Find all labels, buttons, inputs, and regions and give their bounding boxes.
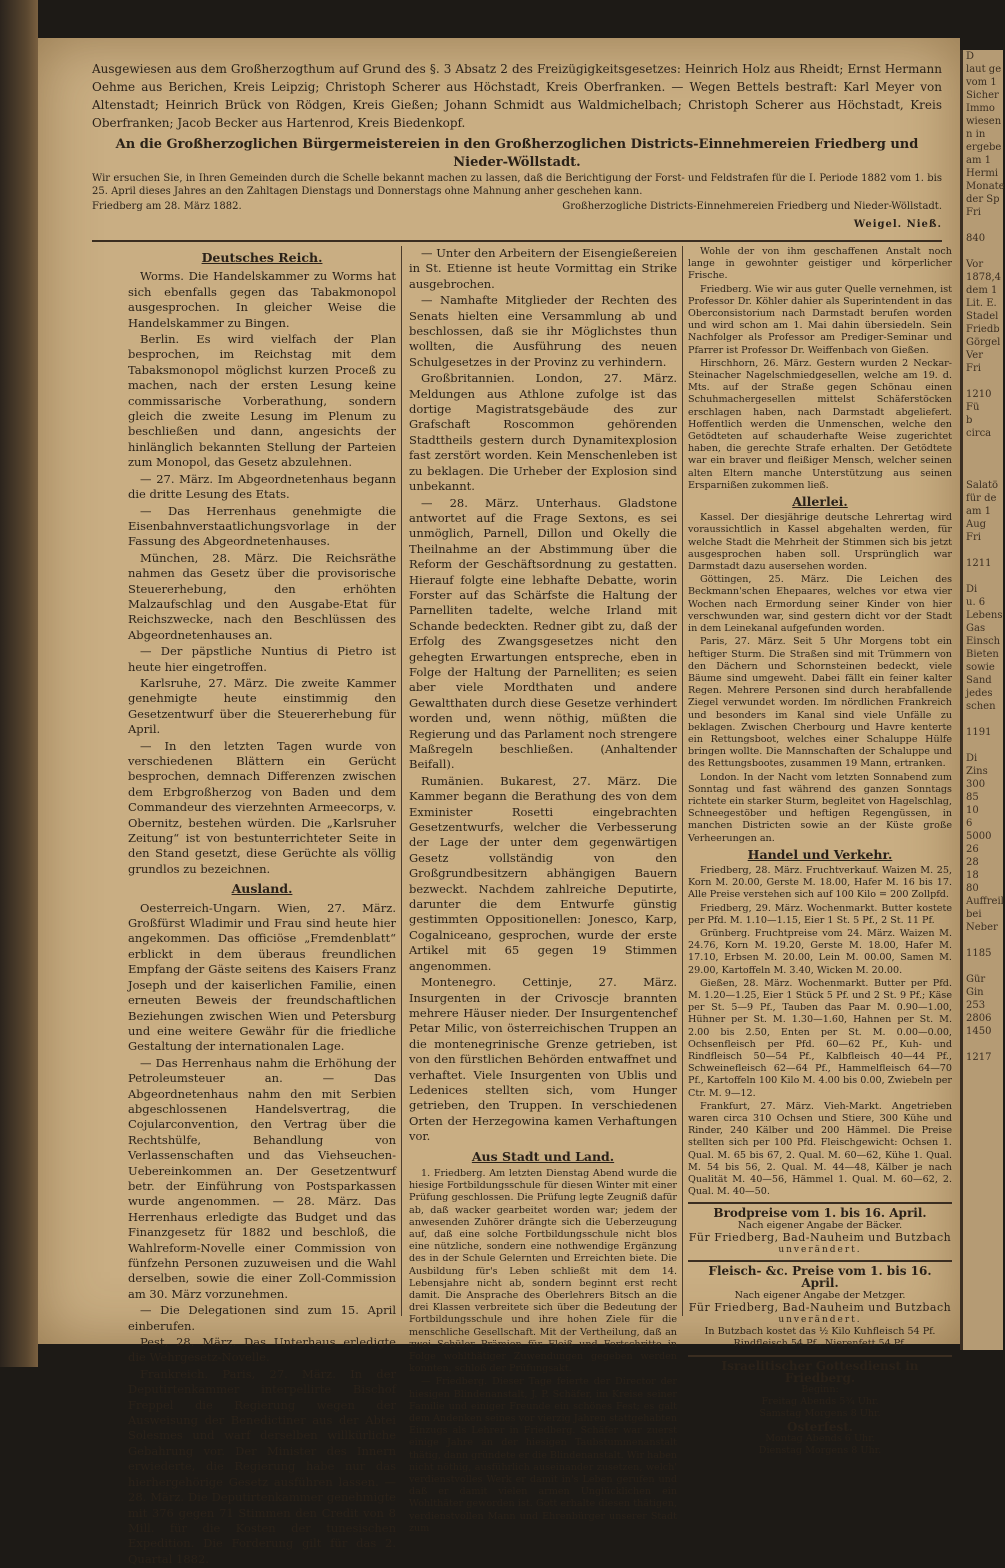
next-page-fragment: vom 1 <box>966 77 997 88</box>
next-page-fragment: 300 <box>966 779 986 790</box>
next-page-fragment <box>963 934 1003 947</box>
next-page-fragment: Monate <box>966 181 1005 192</box>
meat-price-notice <box>688 1260 952 1350</box>
next-page-fragment: n in <box>966 129 986 140</box>
next-page-fragment: 80 <box>966 883 979 894</box>
next-page-fragment: Fü <box>966 402 980 413</box>
notice-heading: Israelitischer Gottesdienst in Friedberg. <box>721 1358 919 1385</box>
article-paragraph: Hirschhorn, 26. März. Gestern wurden 2 Neckar-Steinacher Nagelschmiedgesellen, welche am 19. d. Mts. auf der Straße gegen Schönau einen Schuhmachergesellen mittelst Schäferstöcken erschlagen haben, nach Darmstadt abgeliefert. Hoffentlich werden die Unmenschen, welche den Getödteten auf schauderhafte Weise zugerichtet haben, die gerechte Strafe erhalten. Der Getödtete war ein braver und fleißiger Mensch, welcher seinen alten Eltern manche Unterstützung aus seinen Ersparnißen zukommen ließ. <box>688 357 952 491</box>
next-page-fragment: Lit. E. <box>966 298 997 309</box>
column-3 <box>688 246 952 1457</box>
notice-line: Freitag Abends 5¾ Uhr. <box>761 1396 879 1408</box>
notice-heading: Osterfest. <box>787 1419 853 1434</box>
article-paragraph: Wohle der von ihm geschaffenen Anstalt noch lange in gewohnter geistiger und körperlicher Frische. <box>688 246 952 282</box>
next-page-fragment: Aug <box>966 519 987 530</box>
next-page-fragment: Fri <box>966 207 981 218</box>
next-page-fragment: am 1 <box>966 506 991 517</box>
next-page-fragment: Neber <box>966 922 998 933</box>
section-heading: Handel und Verkehr. <box>747 846 893 862</box>
notice-heading: Fleisch- &c. Preise vom 1. bis 16. April. <box>708 1264 932 1291</box>
expulsion-notice: Ausgewiesen aus dem Großherzogthum auf Grund des §. 3 Absatz 2 des Freizügigkeitsgesetzes: Heinrich Holz aus Rheidt; Ernst Hermann Oehme aus Berichen, Kreis Leipzig; Christoph Scherer aus Höchstadt, Kreis Oberfranken. — Wegen Bettels bestraft: Karl Meyer von Altenstadt; Heinrich Brück von Rödgen, Kreis Gießen; Johann Schmidt aus Waldmichelbach; Christoph Scherer aus Höchstadt, Kreis Oberfranken; Jacob Becker aus Hartenrod, Kreis Biedenkopf. <box>92 62 942 130</box>
section-heading: Allerlei. <box>792 494 848 510</box>
notice-line: Dienstag Morgens 8 Uhr. <box>758 1445 882 1457</box>
next-page-fragment: 1450 <box>966 1026 992 1037</box>
notice-line: Rindfleisch 54 Pf., Nierenfett 54 Pf. <box>733 1338 907 1350</box>
next-page-fragment: Einsch <box>966 636 1001 647</box>
next-page-fragment: Di <box>966 753 978 764</box>
next-page-fragment: Fri <box>966 532 981 543</box>
signature-names-line <box>92 216 942 234</box>
article-paragraph: Berlin. Es wird vielfach der Plan besprochen, im Reichstag mit dem Tabaksmonopol möglichst kurzen Proceß zu machen, nach der ersten Lesung keine commissarische Vorberathung, sondern gleich die zweite Lesung im Plenum zu beschließen und dann, angesichts der hinlänglich bekannten Stellung der Parteien zum Monopol, das Gesetz abzulehnen. <box>128 332 396 470</box>
article-paragraph: London. In der Nacht vom letzten Sonnabend zum Sonntag und fast während des ganzen Sonntags richtete ein starker Sturm, begleitet von Hagelschlag, Schneegestöber und heftigen Regengüssen, in manchen Districten sowie an der Küste große Verheerungen an. <box>688 771 952 844</box>
next-page-fragment: Friedb <box>966 324 1000 335</box>
section-heading: Deutsches Reich. <box>201 250 323 265</box>
next-page-fragment <box>963 570 1003 583</box>
next-page-fragment: Fri <box>966 363 981 374</box>
article-paragraph: — Unter den Arbeitern der Eisengießereien in St. Etienne ist heute Vormittag ein Strike ausgebrochen. <box>409 246 677 291</box>
column-1 <box>128 246 396 1568</box>
next-page-fragment: laut ge <box>966 64 1002 75</box>
notice-line: Montag Abends 6 Uhr. <box>765 1432 875 1444</box>
next-page-fragment: 1210 <box>966 389 992 400</box>
notice-status: unverändert. <box>778 1245 862 1256</box>
article-paragraph: Gießen, 28. März. Wochenmarkt. Butter per Pfd. M. 1.20—1.25, Eier 1 Stück 5 Pf. und 2 St. 9 Pf.; Käse per St. 5—9 Pf., Tauben das Paar M. 0.90—1.00, Hühner per St. M. 1.30—1.60, Hahnen per St. M. 2.00 bis 2.50, Enten per St. M. 0.00—0.00, Ochsenfleisch per Pfd. 60—62 Pf., Kuh- und Rindfleisch 50—54 Pf., Kalbfleisch 40—44 Pf., Schweinefleisch 62—64 Pf., Hammelfleisch 64—70 Pf., Kartoffeln 100 Kilo M. 4.00 bis 0.00, Zwiebeln per Ctr. M. 9—12. <box>688 977 952 1099</box>
article-paragraph: Friedberg. Wie wir aus guter Quelle vernehmen, ist Professor Dr. Köhler dahier als Superintendent in das Oberconsistorium nach Darmstadt berufen worden und wird schon am 1. Mai dahin übersiedeln. Sein Nachfolger als Professor am Prediger-Seminar und Pfarrer ist Professor Dr. Weiffenbach von Gießen. <box>688 283 952 356</box>
notice-status: unverändert. <box>778 1315 862 1326</box>
column-divider <box>682 246 683 1316</box>
next-page-fragment: 85 <box>966 792 979 803</box>
next-page-fragment: 28 <box>966 857 979 868</box>
next-page-fragment: Gin <box>966 987 984 998</box>
signature-names: Weigel. Nieß. <box>853 219 942 230</box>
signature-authority: Großherzogliche Districts-Einnehmereien Friedberg und Nieder-Wöllstadt. <box>562 201 942 212</box>
article-paragraph: — 28. März. Unterhaus. Gladstone antwortet auf die Frage Sextons, es sei unmöglich, Parnell, Dillon und Okelly die Theilnahme an der Abstimmung über die Reform der Geschäftsordnung zu gestatten. Hierauf folgte eine lebhafte Debatte, worin Forster auf das Schärfste die Haltung der Parnelliten tadelte, welche Irland mit Schande bedeckten. Redner gibt zu, daß der Erfolg des Zwangsgesetzes nicht den gehegten Erwartungen entspreche, eben in Folge der Haltung der Parnelliten; es seien aber viele Mordthaten und andere Gewaltthaten durch diese Gesetze verhindert worden und, wenn nöthig, müßten die Regierung und das Parlament noch strengere Maßregeln beschließen. (Anhaltender Beifall). <box>409 495 677 772</box>
article-paragraph: — Friedberg. Dieser Tage feierte der Director der hiesigen Blindenanstalt, J. P. Schäfer, im Kreise seiner Familie und einiger Freunde ein schönes Fest; es galt dem Andenken seines vor vierzig Jahren stattgehabten Einzugs als Lehrer in Friedberg. Schäfer war zuerst einige Jahre an der hiesigen Taubstummenanstalt thätig, dann gründete er die Blindenanstalt. Wir haben nicht nöthig, ausführlich auseinander zusetzen, welch' verdienstvolles Werk er damit in's Leben gerufen und daß er damit vielen armen Unglücklichen ein Wohlthäter geworden ist. Gott erhalte diesen thätigen, verdienstvollen Mann und Ehrenbürger unserer Stadt zum <box>409 1376 677 1534</box>
book-binding <box>0 0 38 1367</box>
next-page-fragment: 253 <box>966 1000 986 1011</box>
next-page-fragment: 840 <box>966 233 986 244</box>
next-page-fragment <box>963 544 1003 557</box>
next-page-fragment: schen <box>966 701 996 712</box>
next-page-fragment: ergebe <box>966 142 1002 153</box>
next-page-fragment: Bieten <box>966 649 999 660</box>
next-page-fragment: 10 <box>966 805 979 816</box>
next-page-fragment: 5000 <box>966 831 992 842</box>
next-page-fragment: 6 <box>966 818 973 829</box>
next-page-fragment: Di <box>966 584 978 595</box>
next-page-fragment: Stadel <box>966 311 999 322</box>
header-rule <box>92 240 942 242</box>
next-page-fragment: circa <box>966 428 992 439</box>
next-page-fragment: wiesen <box>966 116 1002 127</box>
article-paragraph: München, 28. März. Die Reichsräthe nahmen das Gesetz über die provisorische Steuererhebung, den erhöhten Malzaufschlag und den Ausgabe-Etat für Reichszwecke, nach den Beschlüssen des Abgeordnetenhauses an. <box>128 550 396 642</box>
next-page-fragment <box>963 739 1003 752</box>
notice-body: Für Friedberg, Bad-Nauheim und Butzbach <box>688 1300 952 1314</box>
article-paragraph: Karlsruhe, 27. März. Die zweite Kammer genehmigte heute einstimmig den Gesetzentwurf über die Steuererhebung für April. <box>128 675 396 737</box>
notice-line: Samstag Morgens 8 Uhr. <box>759 1408 881 1420</box>
section-heading: Aus Stadt und Land. <box>471 1148 615 1164</box>
next-page-fragment: 1191 <box>966 727 992 738</box>
next-page-fragment: am 1 <box>966 155 991 166</box>
next-page-fragment: Ver <box>966 350 984 361</box>
next-page-fragment: jedes <box>966 688 993 699</box>
article-paragraph: Grünberg. Fruchtpreise vom 24. März. Waizen M. 24.76, Korn M. 19.20, Gerste M. 18.00, Hafer M. 17.10, Erbsen M. 20.00, Lein M. 00.00, Samen M. 29.00, Kartoffeln M. 3.40, Wicken M. 20.00. <box>688 927 952 976</box>
next-page-fragment: dem 1 <box>966 285 998 296</box>
article-paragraph: Göttingen, 25. März. Die Leichen des Beckmann'schen Ehepaares, welches vor etwa vier Wochen nach Ermordung seiner Kinder von hier verschwunden war, sind gestern dicht vor der Stadt in dem Leinekanal aufgefunden worden. <box>688 574 952 635</box>
next-page-fragment: für de <box>966 493 997 504</box>
article-paragraph: Pest, 28. März. Das Unterhaus erledigte die Wehrgesetz-Novelle. <box>128 1335 396 1365</box>
notice-subheading: Nach eigener Angabe der Bäcker. <box>737 1219 903 1231</box>
article-paragraph: — Das Herrenhaus genehmigte die Eisenbahnverstaatlichungsvorlage in der Fassung des Abgeordnetenhauses. <box>128 503 396 549</box>
next-page-fragment: Sicher <box>966 90 999 101</box>
next-page-fragment: Görgel <box>966 337 1001 348</box>
next-page-fragment: Salatö <box>966 480 999 491</box>
notice-body: Für Friedberg, Bad-Nauheim und Butzbach <box>688 1230 952 1244</box>
next-page-fragment: 1878,4 <box>966 272 1001 283</box>
next-page-fragment <box>963 960 1003 973</box>
synagogue-service-notice <box>688 1355 952 1458</box>
article-paragraph: — 27. März. Im Abgeordnetenhaus begann die dritte Lesung des Etats. <box>128 471 396 502</box>
next-page-fragment <box>963 219 1003 232</box>
notice-subheading: Nach eigener Angabe der Metzger. <box>734 1289 906 1301</box>
address-body: Wir ersuchen Sie, in Ihren Gemeinden durch die Schelle bekannt machen zu lassen, daß die Berichtigung der Forst- und Feldstrafen für die I. Periode 1882 vom 1. bis 25. April dieses Jahres an den Zahltagen Dienstags und Donnerstags ohne Mahnung anher geschehen kann. <box>92 173 942 197</box>
next-page-fragment: Hermi <box>966 168 999 179</box>
next-page-fragment: Immo <box>966 103 995 114</box>
notice-line: In Butzbach kostet das ½ Kilo Kuhfleisch 54 Pf. <box>704 1326 936 1338</box>
next-page-fragment: D <box>966 51 975 62</box>
article-paragraph: Rumänien. Bukarest, 27. März. Die Kammer begann die Berathung des von dem Exminister Rosetti eingebrachten Gesetzentwurfs, welcher die Verbesserung der Lage der unter dem gegenwärtigen Gesetz vollständig von den Großgrundbesitzern abhängigen Bauern bezweckt. Nachdem zahlreiche Deputirte, darunter die dem Entwurfe günstig gestimmten Oppositionellen: Jonesco, Karp, Cogalniceano, gesprochen, wurde der erste Artikel mit 65 gegen 19 Stimmen angenommen. <box>409 773 677 973</box>
next-page-fragment: 1217 <box>966 1052 992 1063</box>
next-page-fragment: Lebens <box>966 610 1003 621</box>
address-heading: An die Großherzoglichen Bürgermeistereien in den Großherzoglichen Districts-Einnehmereien Friedberg und Nieder-Wöllstadt. <box>115 137 919 170</box>
article-paragraph: Frankfurt, 27. März. Vieh-Markt. Angetrieben waren circa 310 Ochsen und Stiere, 300 Kühe und Rinder, 240 Kälber und 200 Hämmel. Die Preise stellten sich per 100 Pfd. Fleischgewicht: Ochsen 1. Qual. M. 65 bis 67, 2. Qual. M. 60—62, Kühe 1. Qual. M. 54 bis 56, 2. Qual. M. 44—48, Kälber je nach Qualität M. 40—56, Hämmel 1. Qual. M. 60—62, 2. Qual. M. 40—50. <box>688 1100 952 1198</box>
article-paragraph: Montenegro. Cettinje, 27. März. Insurgenten in der Crivoscje brannten mehrere Häuser nieder. Der Insurgentenchef Petar Milic, von österreichischen Truppen an die montenegrinische Grenze getrieben, ist von den fürstlichen Behörden entwaffnet und verhaftet. Viele Insurgenten von Ublis und Ledenices stellten sich, vom Hunger getrieben, den Truppen. In verschiedenen Orten der Herzegowina kamen Verhaftungen vor. <box>409 975 677 1144</box>
signature-place-date: Friedberg am 28. März 1882. <box>92 201 242 212</box>
next-page-fragment: bei <box>966 909 982 920</box>
next-page-fragment: Sand <box>966 675 992 686</box>
article-paragraph: Oesterreich-Ungarn. Wien, 27. März. Großfürst Wladimir und Frau sind heute hier angekommen. Das officiöse „Fremdenblatt“ erblickt in dem überaus freundlichen Empfang der Gäste seitens des Kaisers Franz Joseph und der kaiserlichen Familie, einen erneuten Beweis der freundschaftlichen Beziehungen zwischen Wien und Petersburg und eine weitere Gewähr für die friedliche Gestaltung der internationalen Lage. <box>128 900 396 1054</box>
article-paragraph: Großbritannien. London, 27. März. Meldungen aus Athlone zufolge ist das dortige Magistratsgebäude des zur Grafschaft Roscommon gehörenden Stadttheils gestern durch Dynamitexplosion fast zerstört worden. Kein Menschenleben ist zu beklagen. Die Urheber der Explosion sind unbekannt. <box>409 371 677 494</box>
next-page-fragment <box>963 245 1003 258</box>
next-page-fragment: 18 <box>966 870 979 881</box>
article-paragraph: — In den letzten Tagen wurde von verschiedenen Blättern ein Gerücht besprochen, demnach Differenzen zwischen dem Erbgroßherzog von Baden und dem Commandeur des vierzehnten Armeecorps, v. Obernitz, bestehen würden. Die „Karlsruher Zeitung“ ist von bestunterrichteter Seite in den Stand gesetzt, diese Gerüchte als völlig grundlos zu bezeichnen. <box>128 738 396 876</box>
next-page-fragment <box>963 713 1003 726</box>
notice-subheading: Beginn: <box>801 1384 839 1396</box>
next-page-fragment: Gür <box>966 974 986 985</box>
column-2 <box>409 246 677 1536</box>
article-paragraph: — Die Delegationen sind zum 15. April einberufen. <box>128 1303 396 1333</box>
next-page-fragment: der Sp <box>966 194 1000 205</box>
next-page-fragment: 1211 <box>966 558 992 569</box>
next-page-fragment: 2806 <box>966 1013 992 1024</box>
next-page-fragment: b <box>966 415 973 426</box>
article-paragraph: — Der päpstliche Nuntius di Pietro ist heute hier eingetroffen. <box>128 644 396 674</box>
article-paragraph: Frankreich. Paris, 27. März. In der Deputirtenkammer interpellirte Bischof Freppel die Regierung wegen der Ausweisung der Benedictiner aus der Abtei Solesmes und warf derselben willkürliche Gebahrung vor. Der Minister des Innern erwiederte, die Regierung habe nur das hierhergehörige Gesetz ausführen lassen. — 28. März. Die Deputirtenkammer genehmigte mit 376 gegen 71 Stimmen den Credit von 8 Mill. für die Kosten der tunesischen Expedition. Die Forderung gilt für das 2. Quartal 1882. <box>128 1366 396 1566</box>
next-page-fragment: Gas <box>966 623 986 634</box>
header-notices <box>92 60 942 234</box>
notice-heading: Brodpreise vom 1. bis 16. April. <box>713 1206 927 1221</box>
article-paragraph: Friedberg, 28. März. Fruchtverkauf. Waizen M. 25, Korn M. 20.00, Gerste M. 18.00, Hafer M. 16 bis 17. Alle Preise verstehen sich auf 100 Kilo = 200 Zollpfd. <box>688 864 952 901</box>
article-paragraph: Friedberg, 29. März. Wochenmarkt. Butter kostete per Pfd. M. 1.10—1.15, Eier 1 St. 5 Pf., 2 St. 11 Pf. <box>688 902 952 926</box>
article-paragraph: — Das Herrenhaus nahm die Erhöhung der Petroleumsteuer an. — Das Abgeordnetenhaus nahm den mit Serbien abgeschlossenen Handelsvertrag, die Cojularconvention, den Vertrag über die Rechtshülfe, Behandlung von Verlassenschaften und das Viehseuchen-Uebereinkommen an. Der Gesetzentwurf betr. der Einführung von Postsparkassen wurde angenommen. — 28. März. Das Herrenhaus erledigte das Budget und das Finanzgesetz für 1882 und beschloß, die Wahlreform-Novelle einer Commission von fünfzehn Personen zuzuweisen und die Wahl derselben, sowie die einer Zoll-Commission am 30. März vorzunehmen. <box>128 1055 396 1301</box>
next-page-fragment: 1185 <box>966 948 992 959</box>
next-page-fragment: Auffreil <box>966 896 1004 907</box>
next-page-fragment: 26 <box>966 844 979 855</box>
next-page-fragment: u. 6 <box>966 597 986 608</box>
article-paragraph: Kassel. Der diesjährige deutsche Lehrertag wird voraussichtlich in Kassel abgehalten werden, für welche Stadt die Mehrheit der Stimmen sich bis jetzt ausgesprochen haben soll. Ursprünglich war Darmstadt dazu ausersehen worden. <box>688 512 952 573</box>
next-page-fragment <box>963 453 1003 466</box>
next-page-edge <box>960 50 1003 1350</box>
article-paragraph: Paris, 27. März. Seit 5 Uhr Morgens tobt ein heftiger Sturm. Die Straßen sind mit Trümmern von den Dächern und Schornsteinen bedeckt, viele Bäume sind umgeweht. Dabei fällt ein feiner kalter Regen. Mehrere Personen sind durch herabfallende Ziegel verwundet worden. Im nördlichen Frankreich und besonders im Kanal sind viele Unfälle zu beklagen. Zwischen Cherbourg und Havre kenterte ein Rettungsboot, welches einer Schaluppe Hülfe bringen wollte. Die Mannschaften der Schaluppe und des Rettungsbootes, zusammen 19 Mann, ertranken. <box>688 636 952 770</box>
next-page-fragment: Zins <box>966 766 988 777</box>
article-paragraph: — Namhafte Mitglieder der Rechten des Senats hielten eine Versammlung ab und beschlossen, daß sie ihr Möglichstes thun wollten, die Ausführung des neuen Schulgesetzes in der Provinz zu verhindern. <box>409 293 677 369</box>
next-page-fragment: sowie <box>966 662 995 673</box>
article-paragraph: Worms. Die Handelskammer zu Worms hat sich ebenfalls gegen das Tabakmonopol ausgesprochen. In gleicher Weise die Handelskammer zu Bingen. <box>128 269 396 330</box>
next-page-fragment <box>963 440 1003 453</box>
signature-line <box>92 198 942 216</box>
next-page-fragment <box>963 375 1003 388</box>
article-paragraph: 1. Friedberg. Am letzten Dienstag Abend wurde die hiesige Fortbildungsschule für diesen Winter mit einer Prüfung geschlossen. Die Prüfung legte Zeugniß dafür ab, daß wacker gearbeitet worden war; jedem der anwesenden Zuhörer drängte sich die Ueberzeugung auf, daß eine solche Fortbildungsschule nicht blos eine nützliche, sondern eine nothwendige Ergänzung des in der Schule Gelernten und Erreichten biete. Die Ausbildung für's Leben schließt mit dem 14. Lebensjahre nicht ab, sondern beginnt erst recht damit. Die Ansprache des Oberlehrers Bitsch an die drei Klassen verbreitete sich über die Bedeutung der Fortbildungsschule und ihre hohen Ziele für die menschliche Gesellschaft. Mit der Vertheilung, daß an zwei Schüler Prämien für Fleiß und Fortschritte in Folge wohlthätiger Zuwendungen gegeben werden konnten, schloß der Prüfungsakt. <box>409 1167 677 1375</box>
column-divider <box>401 246 402 1316</box>
bread-price-notice <box>688 1202 952 1256</box>
section-heading: Ausland. <box>231 881 293 897</box>
next-page-fragment: Vor <box>966 259 984 270</box>
next-page-fragment <box>963 1038 1003 1051</box>
next-page-fragment <box>963 466 1003 479</box>
